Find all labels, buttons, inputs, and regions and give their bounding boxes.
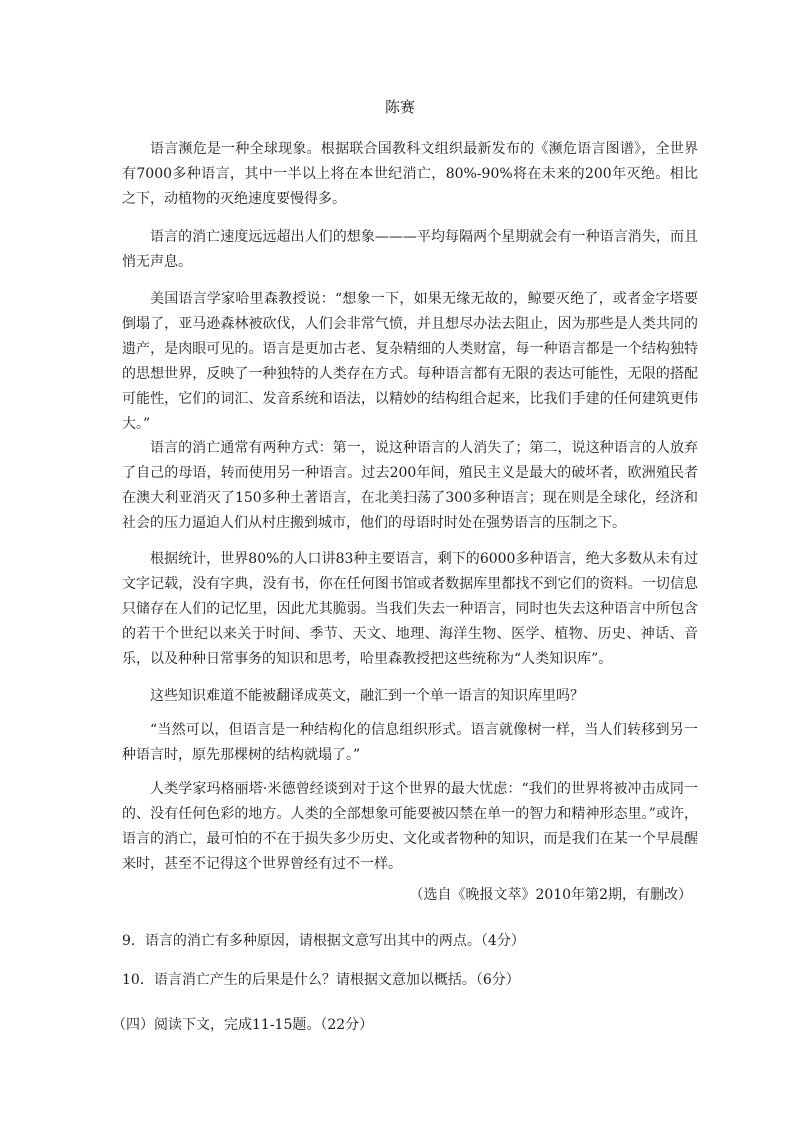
paragraph-7: “当然可以，但语言是一种结构化的信息组织形式。语言就像树一样，当人们转移到另一种语言时，原先那棵树的结构就塌了。” [122,722,698,763]
paragraph-8: 人类学家玛格丽塔·米德曾经谈到对于这个世界的最大忧虑：“我们的世界将被冲击成同一的、没有任何色彩的地方。人类的全部想象可能要被囚禁在单一的智力和精神形态里。”或许，语言的消亡，最可怕的不在于损失多少历史、文化或者物种的知识，而是我们在某一个早晨醒来时，甚至不记得这个世界曾经有过不一样。 [122,781,698,872]
source-citation: （选自《晚报文萃》2010年第2期，有删改） [409,887,692,903]
paragraph-1: 语言濒危是一种全球现象。根据联合国教科文组织最新发布的《濒危语言图谱》，全世界有7000多种语言，其中一半以上将在本世纪消亡，80%-90%将在未来的200年灭绝。相比之下，动植物的灭绝速度要慢得多。 [122,141,698,207]
author-name: 陈赛 [384,98,415,116]
paragraph-3: 美国语言学家哈里森教授说：“想象一下，如果无缘无故的，鲸要灭绝了，或者金字塔要倒塌了，亚马逊森林被砍伐，人们会非常气愤，并且想尽办法去阻止，因为那些是人类共同的遗产，是肉眼可见的。语言是更加古老、复杂精细的人类财富，每一种语言都是一个结构独特的思想世界，反映了一种独特的人类存在方式。每种语言都有无限的表达可能性，无限的搭配可能性，它们的词汇、发音系统和语法，以精妙的结构组合起来，比我们手建的任何建筑更伟大。” [122,291,698,432]
paragraph-4: 语言的消亡通常有两种方式：第一，说这种语言的人消失了；第二，说这种语言的人放弃了自己的母语，转而使用另一种语言。过去200年间，殖民主义是最大的破坏者，欧洲殖民者在澳大利亚消灭了150多种土著语言，在北美扫荡了300多种语言；现在则是全球化，经济和社会的压力逼迫人们从村庄搬到城市，他们的母语时时处在强势语言的压制之下。 [122,440,698,531]
paragraph-6: 这些知识难道不能被翻译成英文，融汇到一个单一语言的知识库里吗？ [150,688,584,704]
paragraph-2: 语言的消亡速度远远超出人们的想象———平均每隔两个星期就会有一种语言消失，而且悄无声息。 [122,229,698,270]
question-10: 10．语言消亡产生的后果是什么？请根据文意加以概括。（6分） [122,972,520,988]
paragraph-5: 根据统计，世界80%的人口讲83种主要语言，剩下的6000多种语言，绝大多数从未有过文字记载，没有字典，没有书，你在任何图书馆或者数据库里都找不到它们的资料。一切信息只储存在人们的记忆里，因此尤其脆弱。当我们失去一种语言，同时也失去这种语言中所包含的若干个世纪以来关于时间、季节、天文、地理、海洋生物、医学、植物、历史、神话、音乐，以及种种日常事务的知识和思考，哈里森教授把这些统称为“人类知识库”。 [122,551,698,667]
question-9: 9．语言的消亡有多种原因，请根据文意写出其中的两点。（4分） [122,933,525,949]
section-four-heading: （四）阅读下文，完成11-15题。（22分） [112,1017,374,1033]
